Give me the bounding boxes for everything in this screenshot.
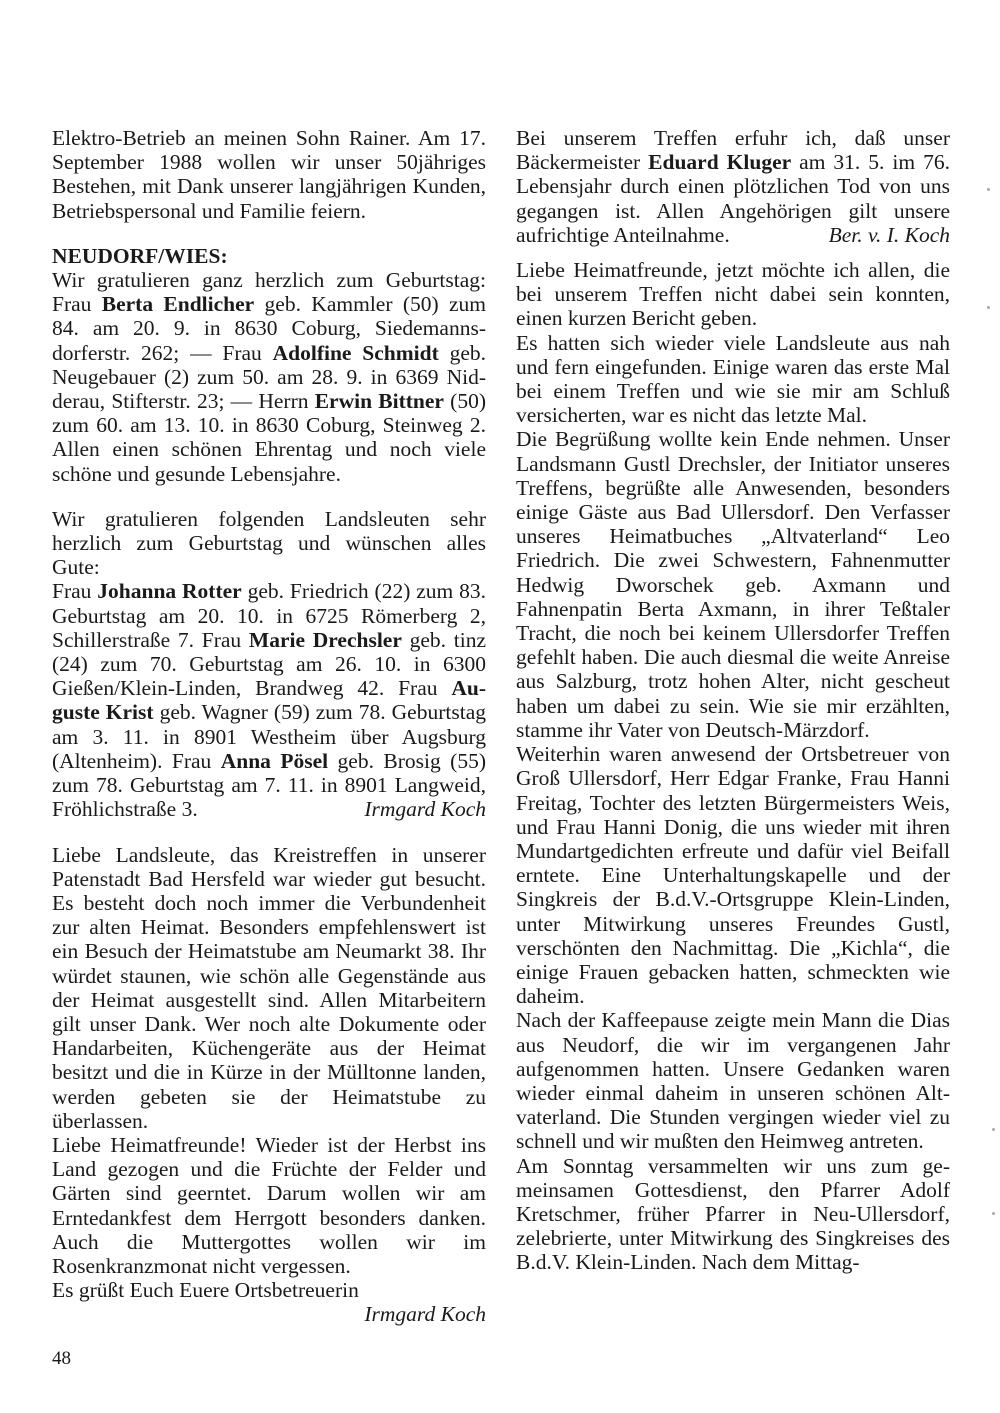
text: geb. tinz (24) zum 70. Geburtstag am 26. 10. in 6300 Gießen/Klein-Linden, Brandweg 42. Frau — [52, 627, 486, 701]
text: geb. Friedrich (22) zum 83. Geburtstag am 20. 10. in 6725 Römerberg 2, Schillerstraße 7. Frau — [52, 579, 486, 652]
text: (50) zum 60. am 13. 10. in 8630 Coburg, Steinweg 2. Allen einen schönen Ehrentag und noch viele schöne und gesunde Lebensjahre. — [52, 389, 486, 486]
paragraph-anwesende: Weiterhin waren anwesend der Ortsbetreuer von Groß Ullersdorf, Herr Edgar Franke, Frau Hanni Freitag, Tochter des letzten Bürgermeisters Weis, und Frau Hanni Donig, die uns wieder mit ihren Mundartgedichten erfreute und dafür viel Beifall erntete. Eine Unterhaltungskapelle und der Singkreis der B.d.V.-Ortsgruppe Klein-Linden, unter Mitwirkung unseres Freundes Gustl, verschönten den Nachmittag. Die „Kichla“, die einige Frauen gebacken hatten, schmeckten wie daheim. — [516, 742, 950, 1009]
text: geb. Wagner (59) zum 78. Geburtstag am 3. 11. in 8901 Westheim über Augsburg (Altenheim). Frau — [52, 700, 486, 773]
text: am 31. 5. im 76. Lebensjahr durch einen plötzlichen Tod von uns gegangen ist. Allen Angehörigen gilt unsere aufrichtige Anteilnahme. — [516, 150, 950, 247]
text: geb. Neugebauer (2) zum 50. am 28. 9. in 6369 Nidderau, Stifterstr. 23; — Herrn — [52, 340, 486, 414]
scan-speck — [987, 306, 990, 309]
text: Bei unserem Treffen erfuhr ich, daß unser Bäckermeister — [516, 126, 950, 175]
paragraph-herbst: Liebe Heimatfreunde! Wieder ist der Herbst ins Land gezogen und die Früchte der Felder und Gärten sind geerntet. Darum wollen wir am Erntedankfest dem Herrgott besonders danken. Auch die Muttergottes wollen wir im Rosenkranzmonat nicht vergessen. — [52, 1132, 486, 1278]
right-column — [516, 126, 950, 1275]
text: Frau — [52, 579, 98, 604]
paragraph-kreistreffen: Liebe Landsleute, das Kreistreffen in unserer Patenstadt Bad Hersfeld war wieder gut besucht. Es besteht doch noch immer die Verbundenheit zur alten Heimat. Besonders empfehlenswert ist ein Besuch der Heimatstube am Neumarkt 38. Ihr würdet staunen, wie schön alle Gegenstände aus der Heimat ausgestellt sind. Allen Mitarbeitern gilt unser Dank. Wer noch alte Dokumente oder Handarbeiten, Küchengeräte aus der Heimat besitzt und die in Kürze in der Mülltonne landen, werden gebeten sie der Heimatstube zu überlassen. — [52, 842, 486, 1133]
paragraph-neudorf-birthdays — [52, 268, 486, 486]
person-name: Erwin Bittner — [314, 389, 444, 414]
paragraph-landsleute-eingefunden: Es hatten sich wieder viele Landsleute aus nah und fern eingefunden. Einige waren das erste Mal bei einem Treffen und wie sie mir am Schluß versicherten, war es nicht das letzte Mal. — [516, 330, 950, 428]
scan-speck — [992, 1212, 995, 1215]
paragraph-begruessung: Die Begrüßung wollte kein Ende nehmen. Unser Landsmann Gustl Drechsler, der Initiator unseres Treffens, begrüßte alle Anwesenden, besonders einige Gäste aus Bad Ullersdorf. Den Verfasser unseres Heimatbuches „Altvaterland“ Leo Friedrich. Die zwei Schwestern, Fahnenmutter Hedwig Dworschek geb. Axmann und Fahnenpatin Berta Axmann, in ihrer Teßtaler Tracht, die noch bei keinem Ullersdorfer Treffen gefehlt haben. Die auch diesmal die weite Anreise aus Salzburg, trotz hohen Alter, nicht gescheut haben um dabei zu sein. Wie sie mir erzählten, stamme ihr Vater von Deutsch-Märzdorf. — [516, 427, 950, 742]
page-number: 48 — [52, 1348, 71, 1369]
person-name: Auguste Krist — [52, 676, 486, 725]
person-name: Eduard Kluger — [648, 150, 792, 175]
paragraph-sonntag: Am Sonntag versammelten wir uns zum gemeinsamen Gottesdienst, den Pfarrer Adolf Kretschmer, früher Pfarrer in Neu-Ullersdorf, zelebrierte, unter Mitwirkung des Singkreises des B.d.V. Klein-Linden. Nach dem Mittag- — [516, 1153, 950, 1275]
person-name: Johanna Rotter — [97, 579, 242, 604]
person-name: Marie Drechsler — [248, 627, 402, 652]
person-name: Anna Pösel — [220, 748, 329, 773]
person-name: Adolfine Schmidt — [272, 340, 439, 365]
left-column — [52, 126, 486, 1327]
signature: Irmgard Koch — [364, 797, 486, 822]
paragraph-landsleute-birthdays — [52, 579, 486, 821]
text: Wir gratulieren ganz herzlich zum Geburtstag: Frau — [52, 268, 486, 317]
text: geb. Kammler (50) zum 84. am 20. 9. in 8630 Coburg, Siedemannsdorferstr. 262; — Frau — [52, 292, 486, 365]
scan-speck — [987, 188, 990, 191]
paragraph-landsleute-intro: Wir gratulieren folgenden Landsleuten sehr herzlich zum Geburtstag und wünschen alles Gute: — [52, 506, 486, 580]
closing-greeting: Es grüßt Euch Euere Ortsbetreuerin — [52, 1278, 359, 1303]
signature: Ber. v. I. Koch — [828, 222, 950, 247]
signature: Irmgard Koch — [364, 1302, 486, 1327]
section-heading-neudorf-wies: NEUDORF/WIES: — [52, 243, 228, 268]
person-name: Berta Endlicher — [101, 292, 255, 317]
paragraph-kaffeepause: Nach der Kaffeepause zeigte mein Mann die Dias aus Neudorf, die wir im vergangenen Jahr aufgenommen hatten. Unsere Gedanken waren wieder einmal daheim in unseren schönen Altvaterland. Die Stunden vergingen wieder viel zu schnell und wir mußten den Heimweg antreten. — [516, 1008, 950, 1154]
scan-speck — [992, 1128, 995, 1131]
text: geb. Brosig (55) zum 78. Geburtstag am 7. 11. in 8901 Langweid, Fröhlichstraße 3. — [52, 748, 486, 822]
paragraph-elektro-betrieb: Elektro-Betrieb an meinen Sohn Rainer. Am 17. September 1988 wollen wir unser 50jähriges Bestehen, mit Dank unserer langjährigen Kunden, Betriebspersonal und Familie feiern. — [52, 126, 486, 223]
paragraph-bericht-intro: Liebe Heimatfreunde, jetzt möchte ich allen, die bei unserem Treffen nicht dabei sein konnten, einen kurzen Bericht geben. — [516, 258, 950, 331]
